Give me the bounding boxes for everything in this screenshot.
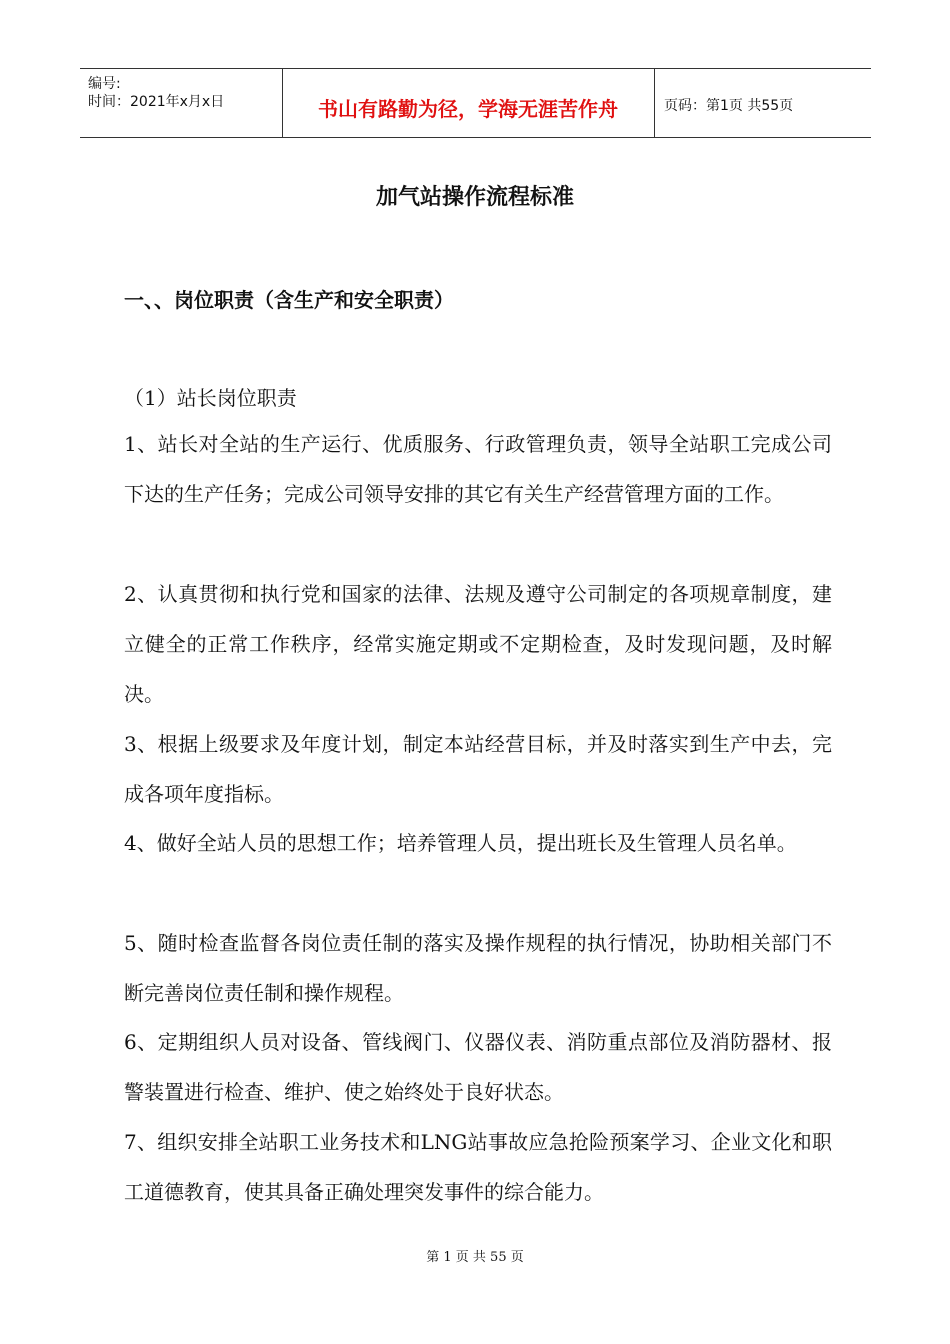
page-footer: 第 1 页 共 55 页 [426, 1250, 524, 1265]
header-page-info: 页码：第1页 共55页 [664, 98, 794, 114]
paragraph-2: 2、认真贯彻和执行党和国家的法律、法规及遵守公司制定的各项规章制度，建立健全的正常工作秩序，经常实施定期或不定期检查，及时发现问题，及时解决。 [124, 582, 832, 706]
subsection-heading: （1）站长岗位职责 [124, 386, 297, 410]
header-meta [80, 69, 283, 137]
paragraph-1: 1、站长对全站的生产运行、优质服务、行政管理负责，领导全站职工完成公司下达的生产任务；完成公司领导安排的其它有关生产经营管理方面的工作。 [124, 432, 832, 506]
paragraph-7: 7、组织安排全站职工业务技术和LNG站事故应急抢险预案学习、企业文化和职工道德教育，使其具备正确处理突发事件的综合能力。 [124, 1130, 832, 1204]
document-title: 加气站操作流程标准 [375, 184, 574, 210]
header-page-cell [655, 69, 871, 137]
header-motto: 书山有路勤为径，学海无涯苦作舟 [318, 97, 618, 121]
section-heading: 一、、岗位职责（含生产和安全职责） [124, 288, 454, 312]
header-motto-cell [282, 69, 655, 137]
document-time-label: 时间：2021年x月x日 [88, 94, 225, 110]
paragraph-5: 5、随时检查监督各岗位责任制的落实及操作规程的执行情况，协助相关部门不断完善岗位责任制和操作规程。 [124, 931, 832, 1005]
page-header [80, 68, 871, 138]
paragraph-4: 4、做好全站人员的思想工作；培养管理人员，提出班长及生管理人员名单。 [124, 831, 797, 855]
paragraph-6: 6、定期组织人员对设备、管线阀门、仪器仪表、消防重点部位及消防器材、报警装置进行检查、维护、使之始终处于良好状态。 [124, 1030, 832, 1104]
document-number-label: 编号: [88, 76, 121, 92]
paragraph-3: 3、根据上级要求及年度计划，制定本站经营目标，并及时落实到生产中去，完成各项年度指标。 [124, 732, 832, 806]
